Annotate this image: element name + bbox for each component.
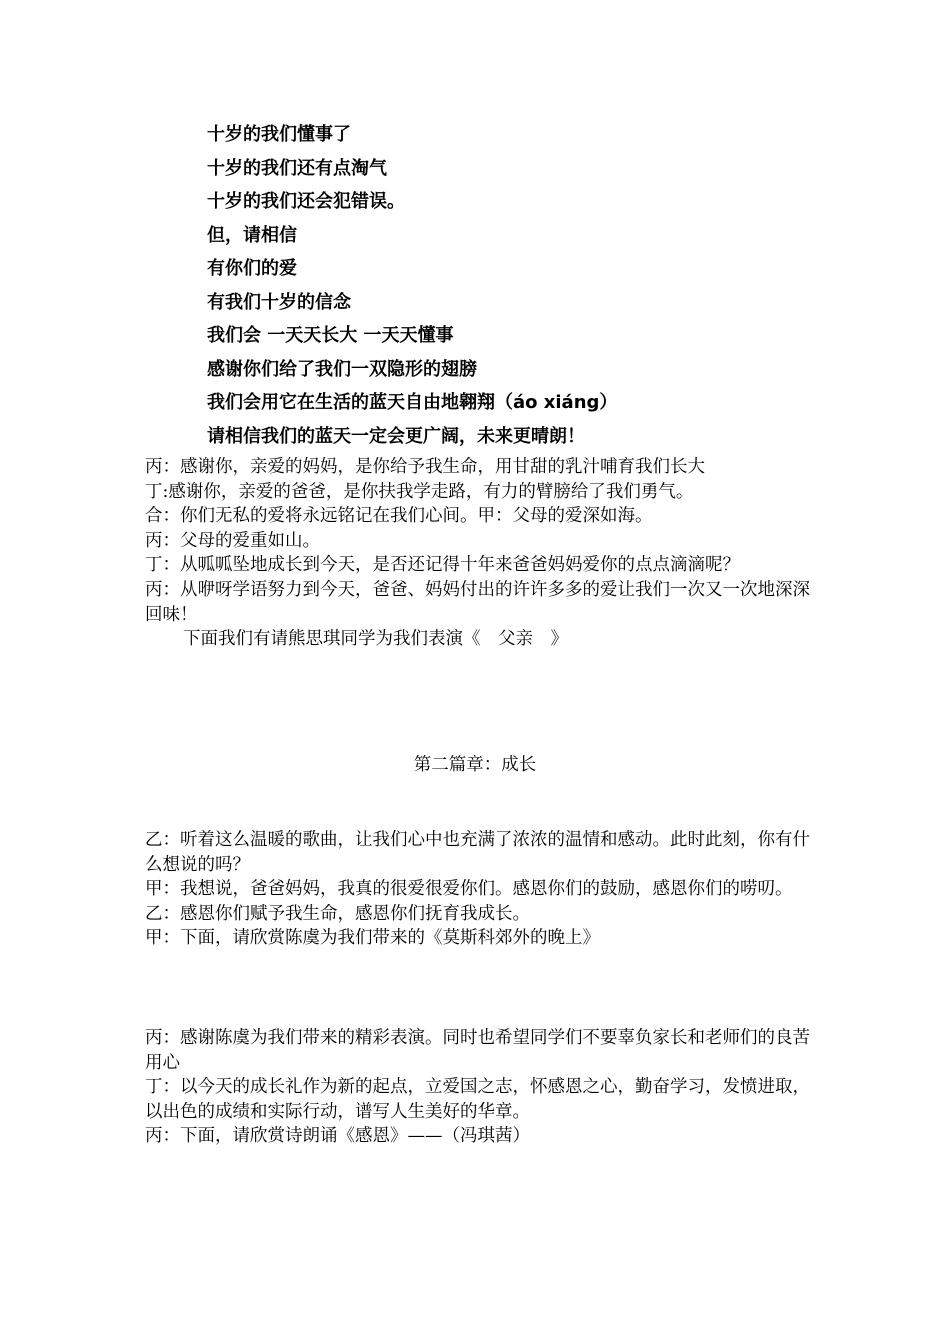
dialogue-line: 丙：感谢陈虞为我们带来的精彩表演。同时也希望同学们不要辜负家长和老师们的良苦用心 [145,1028,810,1073]
poem-line: 感谢你们给了我们一双隐形的翅膀 [207,358,477,380]
poem-line: 有我们十岁的信念 [207,291,351,313]
poem-line: 十岁的我们还会犯错误。 [207,191,405,212]
poem-line: 请相信我们的蓝天一定会更广阔，未来更晴朗！ [207,425,585,447]
dialogue-line: 丙：下面，请欣赏诗朗诵《感恩》——（冯琪茜） [145,1126,530,1147]
dialogue-line: 丙：感谢你，亲爱的妈妈，是你给予我生命，用甘甜的乳汁哺育我们长大 [145,457,705,477]
dialogue-line: 乙：感恩你们赋予我生命，感恩你们抚育我成长。 [145,903,530,924]
dialogue-line: 丙：父母的爱重如山。 [145,530,320,551]
dialogue-line: 丁：以今天的成长礼作为新的起点，立爱国之志，怀感恩之心，勤奋学习，发愤进取，以出色的成绩和实际行动，谱写人生美好的华章。 [145,1077,810,1122]
dialogue-section-1 [145,455,815,652]
poem-line: 我们会用它在生活的蓝天自由地翱翔（áo xiáng） [207,392,618,413]
dialogue-line: 合：你们无私的爱将永远铭记在我们心间。甲：父母的爱深如海。 [145,506,653,527]
poem-line: 十岁的我们懂事了 [207,124,351,145]
poem-line: 我们会 一天天长大 一天天懂事 [207,325,454,346]
poem-block [207,118,827,453]
chapter-title: 第二篇章：成长 [413,755,537,775]
dialogue-line: 丁：从呱呱坠地成长到今天，是否还记得十年来爸爸妈妈爱你的点点滴滴呢？ [145,555,740,576]
dialogue-section-2 [145,828,815,951]
dialogue-line: 丁:感谢你，亲爱的爸爸，是你扶我学走路，有力的臂膀给了我们勇气。 [145,481,694,502]
dialogue-line: 甲：下面，请欣赏陈虞为我们带来的《莫斯科郊外的晚上》 [145,928,600,949]
poem-line: 十岁的我们还有点淘气 [207,157,387,179]
dialogue-line: 乙：听着这么温暖的歌曲，让我们心中也充满了浓浓的温情和感动。此时此刻，你有什么想说的吗？ [145,830,810,875]
dialogue-line: 甲：我想说，爸爸妈妈，我真的很爱很爱你们。感恩你们的鼓励，感恩你们的唠叨。 [145,879,793,900]
performance-intro: 下面我们有请熊思琪同学为我们表演《 父亲 》 [183,629,568,650]
dialogue-line: 丙：从咿呀学语努力到今天，爸爸、妈妈付出的许许多多的爱让我们一次又一次地深深回味！ [145,579,810,625]
poem-line: 有你们的爱 [207,258,297,279]
dialogue-section-3 [145,1026,815,1149]
poem-line: 但，请相信 [207,224,297,246]
